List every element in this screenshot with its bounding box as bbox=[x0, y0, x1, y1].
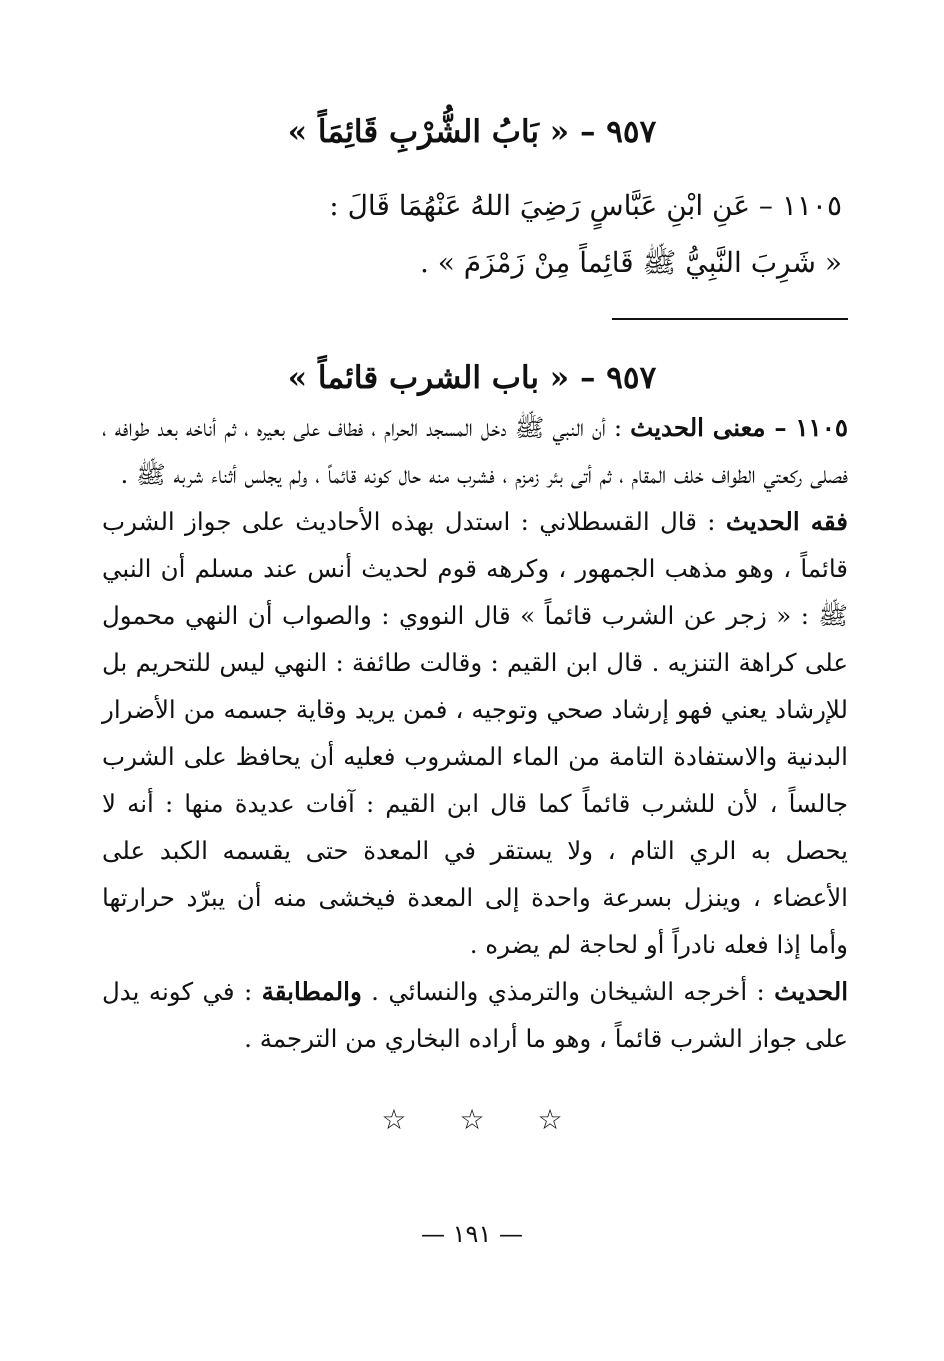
section-divider bbox=[612, 318, 848, 320]
hadith-text-line-2: « شَرِبَ النَّبِيُّ ﷺ قَائِماً مِنْ زَمْزَمَ » . bbox=[419, 246, 842, 279]
section-ornament bbox=[0, 1100, 944, 1140]
chapter-heading-commentary: ٩٥٧ – « باب الشرب قائماً » bbox=[287, 360, 657, 396]
fiqh-label: فقه الحديث bbox=[725, 507, 849, 536]
chapter-heading-top: ٩٥٧ – « بَابُ الشُّرْبِ قَائِمَاً » bbox=[287, 114, 657, 150]
takhrij-text: : أخرجه الشيخان والترمذي والنسائي . bbox=[361, 977, 775, 1006]
meaning-text: : أن النبي ﷺ دخل المسجد الحرام ، فطاف على بعيره ، ثم أناخه بعد طوافه ، فصلى ركعتي الطواف خلف المقام ، ثم أتى بئر زمزم ، فشرب منه حال كونه قائماً ، ولم يجلس أثناء شربه ﷺ . bbox=[102, 413, 848, 489]
commentary-body bbox=[102, 404, 848, 1062]
commentary-paragraph-fiqh bbox=[102, 498, 848, 968]
page-number: — ١٩١ — bbox=[421, 1220, 523, 1248]
correspondence-text: : في كونه يدل على جواز الشرب قائماً ، وهو ما أراده البخاري من الترجمة . bbox=[102, 977, 848, 1053]
meaning-label: ١١٠٥ – معنى الحديث bbox=[630, 413, 849, 442]
star-icon: ☆ bbox=[537, 1103, 563, 1136]
correspondence-label: والمطابقة bbox=[261, 977, 362, 1006]
star-icon: ☆ bbox=[459, 1103, 485, 1136]
hadith-label: الحديث bbox=[774, 977, 848, 1006]
fiqh-text: : قال القسطلاني : استدل بهذه الأحاديث على جواز الشرب قائماً ، وهو مذهب الجمهور ، وكرهه قوم لحديث أنس عند مسلم أن النبي ﷺ : « زجر عن الشرب قائماً » قال النووي : والصواب أن النهي محمول على كراهة التنزيه . قال ابن القيم : وقالت طائفة : النهي ليس للتحريم بل للإرشاد يعني فهو إرشاد صحي وتوجيه ، فمن يريد وقاية جسمه من الأضرار البدنية والاستفادة التامة من الماء المشروب فعليه أن يحافظ على الشرب جالساً ، لأن للشرب قائماً كما قال ابن القيم : آفات عديدة منها : أنه لا يحصل به الري التام ، ولا يستقر في المعدة حتى يقسمه الكبد على الأعضاء ، وينزل بسرعة واحدة إلى المعدة فيخشى منه أن يبرّد حرارتها وأما إذا فعله نادراً أو لحاجة لم يضره . bbox=[102, 507, 849, 959]
star-icon: ☆ bbox=[381, 1103, 407, 1136]
commentary-paragraph-meaning bbox=[102, 404, 848, 498]
hadith-text-line-1: ١١٠٥ – عَنِ ابْنِ عَبَّاسٍ رَضِيَ اللهُ عَنْهُمَا قَالَ : bbox=[329, 189, 842, 222]
commentary-paragraph-takhrij bbox=[102, 968, 848, 1062]
